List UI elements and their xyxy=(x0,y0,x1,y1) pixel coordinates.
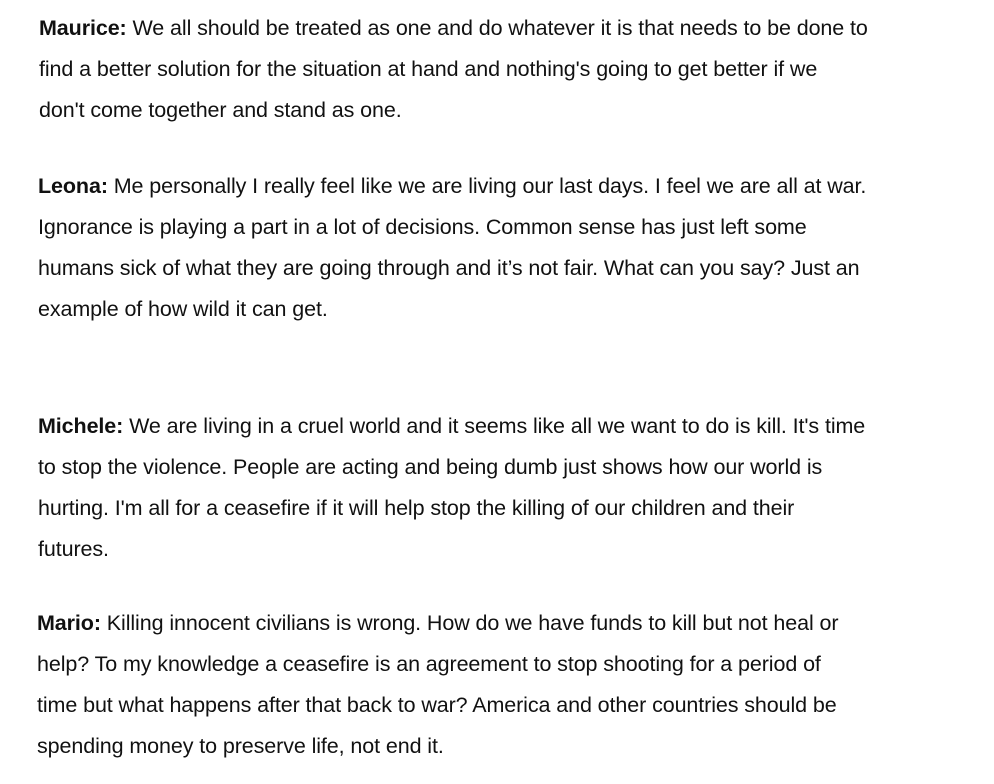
quote-line: don't come together and stand as one. xyxy=(39,98,402,122)
quote-line: to stop the violence. People are acting and being dumb just shows how our world is xyxy=(38,455,823,479)
quote-line: time but what happens after that back to war? America and other countries should be xyxy=(37,693,837,717)
speaker-name: Leona: xyxy=(38,174,108,198)
quote-line: help? To my knowledge a ceasefire is an agreement to stop shooting for a period of xyxy=(37,652,821,676)
quote-michele xyxy=(38,406,865,570)
quote-line: futures. xyxy=(38,537,109,561)
quote-text: We all should be treated as one and do whatever it is that needs to be done to xyxy=(126,16,868,40)
quote-line xyxy=(39,8,868,49)
speaker-name: Michele: xyxy=(38,414,124,438)
quote-text: Me personally I really feel like we are living our last days. I feel we are all at war. xyxy=(107,174,867,198)
quote-line xyxy=(38,406,865,447)
quote-text: Killing innocent civilians is wrong. How do we have funds to kill but not heal or xyxy=(100,611,839,635)
quote-line xyxy=(37,603,838,644)
quote-line: humans sick of what they are going through and it’s not fair. What can you say? Just an xyxy=(38,256,860,280)
quote-maurice xyxy=(39,8,868,131)
quote-text: We are living in a cruel world and it seems like all we want to do is kill. It's time xyxy=(123,414,866,438)
speaker-name: Maurice: xyxy=(39,16,127,40)
quote-leona xyxy=(38,166,866,330)
quote-line: hurting. I'm all for a ceasefire if it will help stop the killing of our children and their xyxy=(38,496,795,520)
quote-line: spending money to preserve life, not end it. xyxy=(37,734,444,758)
speaker-name: Mario: xyxy=(37,611,101,635)
quote-line: Ignorance is playing a part in a lot of decisions. Common sense has just left some xyxy=(38,215,807,239)
quote-line: example of how wild it can get. xyxy=(38,297,328,321)
quote-line xyxy=(38,166,866,207)
quote-mario xyxy=(37,603,838,767)
quote-line: find a better solution for the situation at hand and nothing's going to get better if we xyxy=(39,57,818,81)
